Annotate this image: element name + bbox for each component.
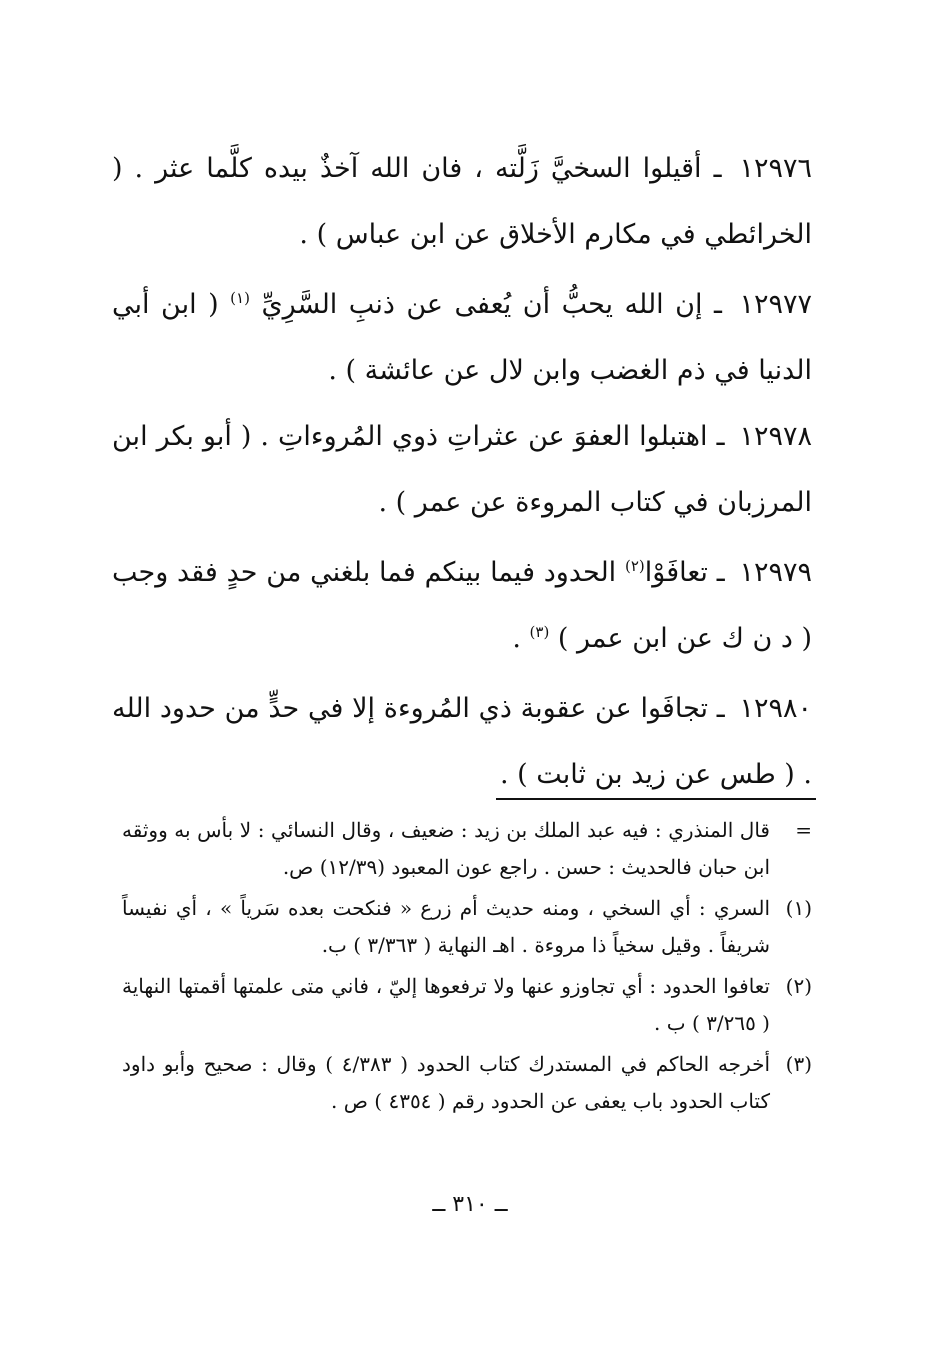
footnote-text: أخرجه الحاكم في المستدرك كتاب الحدود ( ٤/٣٨٣ ) وقال : صحيح وأبو داود كتاب الحدود باب يعفى عن الحدود رقم ( ٤٣٥٤ ) ص . [122, 1052, 770, 1113]
footnote [122, 890, 812, 964]
footnotes [122, 812, 812, 1124]
hadith-number: ١٢٩٨٠ [739, 693, 812, 724]
hadith-entry [112, 136, 812, 268]
footnote [122, 1046, 812, 1120]
hadith-source: ( طس عن زيد بن ثابت ) . [499, 759, 795, 790]
entry-dash: ـ [713, 153, 722, 184]
footnote-mark: (٢) [785, 974, 812, 998]
footnote-ref: (٢) [625, 557, 645, 575]
hadith-source: ( ابن أبي الدنيا في ذم الغضب وابن لال عن عائشة ) . [112, 289, 812, 386]
footnote-mark: = [795, 818, 812, 842]
entry-dash: ـ [714, 289, 722, 320]
hadith-entry [112, 540, 812, 672]
hadith-text: أقيلوا السخيَّ زَلَّته ، فان الله آخذٌ بيده كلَّما عثر . [134, 153, 702, 184]
footnote-ref: (١) [230, 289, 250, 307]
hadith-source: ( أبو بكر ابن المرزبان في كتاب المروءة عن عمر ) . [112, 421, 812, 518]
hadith-source: ( د ن ك عن ابن عمر ) [557, 623, 812, 654]
hadith-number: ١٢٩٧٨ [739, 421, 812, 452]
entry-dash: ـ [716, 421, 725, 452]
footnote-text: قال المنذري : فيه عبد الملك بن زيد : ضعيف ، وقال النسائي : لا بأس به ووثقه ابن حبان فالحديث : حسن . راجع عون المعبود (١٢/٣٩) ص. [122, 818, 770, 879]
entry-end-mark: . [512, 623, 521, 654]
hadith-number: ١٢٩٧٦ [739, 153, 812, 184]
hadith-text-continued: الحدود فيما بينكم فما بلغني من حدٍ فقد وجب [112, 557, 617, 588]
hadith-entry [112, 272, 812, 404]
footnote [122, 812, 812, 886]
footnote-mark: (١) [785, 896, 812, 920]
footnote-text: السري : أي السخي ، ومنه حديث أم زرع « فنكحت بعده سَرياً » ، أي نفيساً شريفاً . وقيل سخياً ذا مروءة . اهـ النهاية ( ٣/٣٦٣ ) ب. [122, 896, 770, 957]
footnote-mark: (٣) [785, 1052, 812, 1076]
footnote-text: تعافوا الحدود : أي تجاوزو عنها ولا ترفعوها إليّ ، فاني متى علمتها أقمتها النهاية ( ٣/٢٦٥ ) ب . [122, 974, 770, 1035]
hadith-text: تعافَوْا [644, 557, 708, 588]
entry-dash: ـ [716, 693, 725, 724]
hadith-entry [112, 404, 812, 536]
hadith-text: تجافَوا عن عقوبة ذي المُروءة إلا في حدٍّ من حدود الله . [112, 693, 812, 790]
entry-dash: ـ [716, 557, 725, 588]
hadith-number: ١٢٩٧٧ [739, 289, 812, 320]
page-number: ــ ٣١٠ ــ [432, 1192, 508, 1217]
footnote-divider [496, 798, 816, 800]
hadith-number: ١٢٩٧٩ [739, 557, 812, 588]
footnote [122, 968, 812, 1042]
hadith-text: اهتبلوا العفوَ عن عثراتِ ذوي المُروءاتِ . [260, 421, 708, 452]
hadith-source: ( الخرائطي في مكارم الأخلاق عن ابن عباس ) . [112, 153, 812, 250]
hadith-text: إن الله يحبُّ أن يُعفى عن ذنبِ السَّرِيِّ [261, 289, 703, 320]
footnote-ref: (٣) [529, 623, 550, 641]
hadith-entry [112, 676, 812, 808]
